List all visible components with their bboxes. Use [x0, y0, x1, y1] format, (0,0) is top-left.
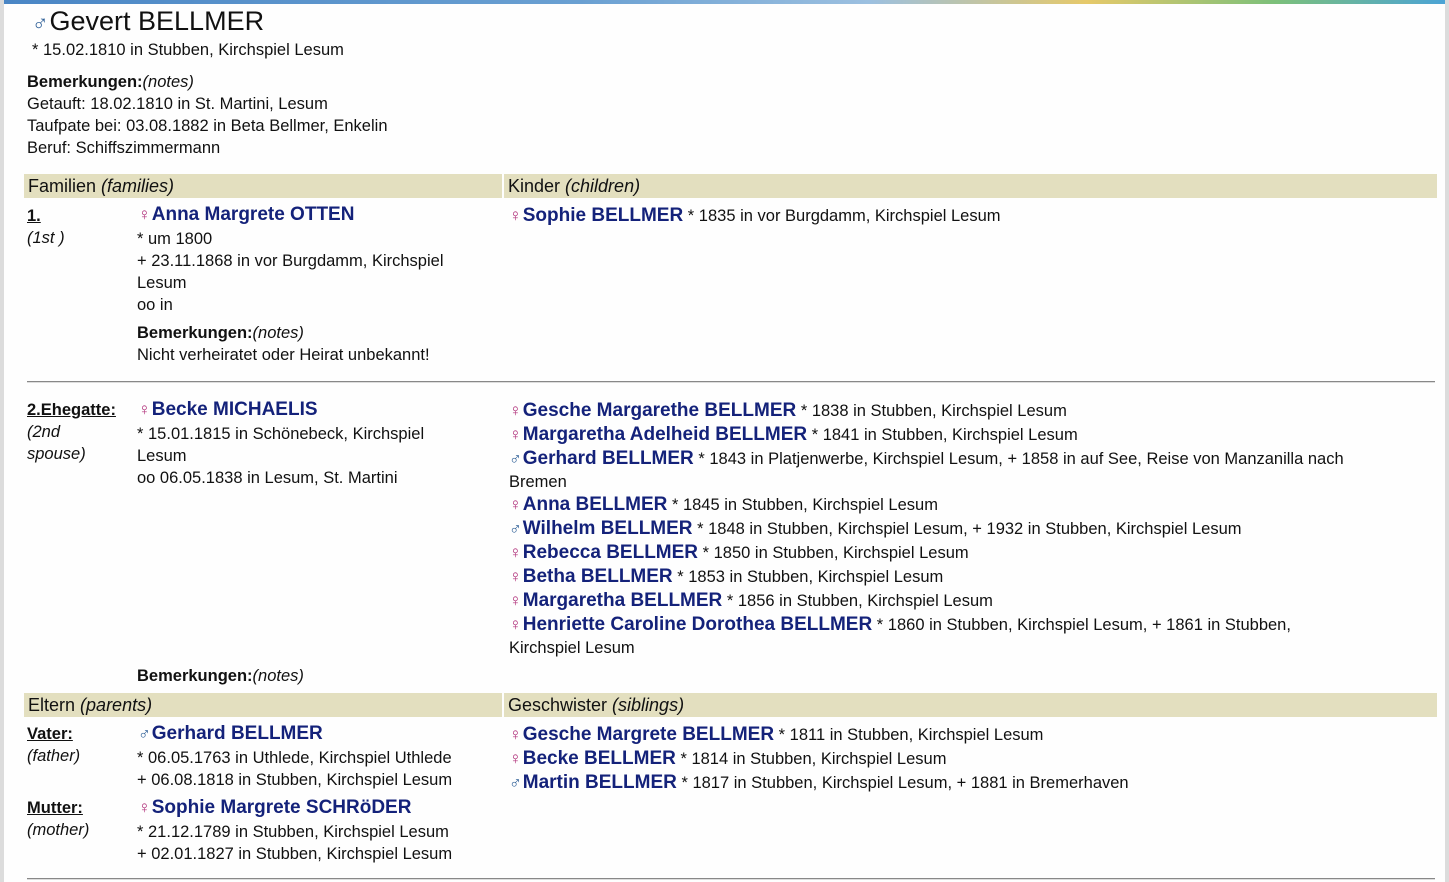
child-name-link[interactable]: Margaretha BELLMER — [522, 590, 723, 611]
child-name-link[interactable]: Sophie BELLMER — [522, 205, 684, 226]
person-note: Beruf: Schiffszimmermann — [27, 139, 221, 157]
family1-notes-heading: Bemerkungen:(notes) — [137, 324, 304, 342]
father-entry[interactable] — [138, 723, 323, 745]
male-icon: ♂ — [138, 724, 151, 743]
father-fact: * 06.05.1763 in Uthlede, Kirchspiel Uthlede — [137, 749, 452, 767]
divider — [27, 878, 1435, 880]
father-role[interactable]: Vater: — [27, 725, 73, 743]
child-entry: ♀Margaretha BELLMER * 1856 in Stubben, Kirchspiel Lesum — [509, 590, 993, 611]
female-icon: ♀ — [509, 615, 522, 634]
parents-header: Eltern (parents) — [24, 693, 502, 717]
child-entry: ♀Margaretha Adelheid BELLMER * 1841 in Stubben, Kirchspiel Lesum — [509, 424, 1078, 445]
male-icon: ♂ — [509, 519, 522, 538]
sibling-entry: ♀Gesche Margrete BELLMER * 1811 in Stubben, Kirchspiel Lesum — [509, 724, 1044, 745]
window-top-edge — [0, 0, 1449, 4]
child-entry: ♀Gesche Margarethe BELLMER * 1838 in Stubben, Kirchspiel Lesum — [509, 400, 1067, 421]
family2-spouse[interactable] — [138, 399, 318, 421]
sibling-name-link[interactable]: Becke BELLMER — [522, 748, 676, 769]
female-icon: ♀ — [509, 725, 522, 744]
child-name-link[interactable]: Margaretha Adelheid BELLMER — [522, 424, 808, 445]
child-name-link[interactable]: Rebecca BELLMER — [522, 542, 699, 563]
male-icon: ♂ — [32, 10, 49, 35]
child-entry: ♀Rebecca BELLMER * 1850 in Stubben, Kirchspiel Lesum — [509, 542, 969, 563]
spouse-fact: oo 06.05.1838 in Lesum, St. Martini — [137, 469, 398, 487]
family2-number-sub: spouse) — [27, 445, 86, 463]
child-entry: ♂Gerhard BELLMER * 1843 in Platjenwerbe, Kirchspiel Lesum, + 1858 in auf See, Reise von Manzanilla nach — [509, 448, 1344, 469]
child-name-link[interactable]: Gesche Margarethe BELLMER — [522, 400, 797, 421]
family1-number-sub: (1st ) — [27, 229, 65, 247]
family2-number[interactable]: 2.Ehegatte: — [27, 401, 116, 419]
person-name: Gevert BELLMER — [49, 6, 265, 36]
child-entry: ♂Wilhelm BELLMER * 1848 in Stubben, Kirchspiel Lesum, + 1932 in Stubben, Kirchspiel Lesum — [509, 518, 1242, 539]
spouse-name-link[interactable]: Anna Margrete OTTEN — [151, 204, 355, 225]
sibling-entry: ♀Becke BELLMER * 1814 in Stubben, Kirchspiel Lesum — [509, 748, 947, 769]
divider — [27, 381, 1435, 383]
person-notes-heading: Bemerkungen:(notes) — [27, 73, 194, 91]
window-left-edge — [0, 0, 4, 882]
child-name-link[interactable]: Wilhelm BELLMER — [522, 518, 693, 539]
female-icon: ♀ — [138, 400, 151, 419]
female-icon: ♀ — [138, 798, 151, 817]
child-info-cont: Bremen — [509, 473, 567, 491]
child-name-link[interactable]: Henriette Caroline Dorothea BELLMER — [522, 614, 873, 635]
female-icon: ♀ — [138, 205, 151, 224]
child-name-link[interactable]: Betha BELLMER — [522, 566, 673, 587]
child-entry: ♀Anna BELLMER * 1845 in Stubben, Kirchspiel Lesum — [509, 494, 938, 515]
father-name-link[interactable]: Gerhard BELLMER — [151, 723, 323, 744]
child-name-link[interactable]: Anna BELLMER — [522, 494, 668, 515]
child-info: * 1835 in vor Burgdamm, Kirchspiel Lesum — [687, 207, 1001, 225]
sibling-name-link[interactable]: Martin BELLMER — [522, 772, 677, 793]
female-icon: ♀ — [509, 543, 522, 562]
female-icon: ♀ — [509, 206, 522, 225]
child-info-cont: Kirchspiel Lesum — [509, 639, 635, 657]
mother-role-sub: (mother) — [27, 821, 90, 839]
female-icon: ♀ — [509, 567, 522, 586]
window-right-edge — [1445, 0, 1449, 882]
person-birth: * 15.02.1810 in Stubben, Kirchspiel Lesum — [32, 41, 344, 59]
family1-notes-text: Nicht verheiratet oder Heirat unbekannt! — [137, 346, 430, 364]
spouse-fact: Lesum — [137, 447, 187, 465]
person-note: Taufpate bei: 03.08.1882 in Beta Bellmer, Enkelin — [27, 117, 388, 135]
families-header: Familien (families) — [24, 174, 502, 198]
child-name-link[interactable]: Gerhard BELLMER — [522, 448, 694, 469]
siblings-header: Geschwister (siblings) — [504, 693, 1437, 717]
female-icon: ♀ — [509, 495, 522, 514]
female-icon: ♀ — [509, 749, 522, 768]
spouse-fact: oo in — [137, 296, 173, 314]
family2-number-sub: (2nd — [27, 423, 61, 441]
father-fact: + 06.08.1818 in Stubben, Kirchspiel Lesum — [137, 771, 453, 789]
mother-fact: * 21.12.1789 in Stubben, Kirchspiel Lesum — [137, 823, 449, 841]
spouse-fact: + 23.11.1868 in vor Burgdamm, Kirchspiel — [137, 252, 444, 270]
child-entry: ♀Betha BELLMER * 1853 in Stubben, Kirchspiel Lesum — [509, 566, 944, 587]
child-entry — [509, 205, 1001, 227]
female-icon: ♀ — [509, 591, 522, 610]
child-entry: ♀Henriette Caroline Dorothea BELLMER * 1860 in Stubben, Kirchspiel Lesum, + 1861 in Stubben, — [509, 614, 1291, 635]
mother-fact: + 02.01.1827 in Stubben, Kirchspiel Lesum — [137, 845, 453, 863]
female-icon: ♀ — [509, 401, 522, 420]
spouse-fact: * 15.01.1815 in Schönebeck, Kirchspiel — [137, 425, 425, 443]
spouse-fact: Lesum — [137, 274, 187, 292]
father-role-sub: (father) — [27, 747, 81, 765]
person-note: Getauft: 18.02.1810 in St. Martini, Lesum — [27, 95, 328, 113]
family2-notes-heading: Bemerkungen:(notes) — [137, 667, 304, 685]
male-icon: ♂ — [509, 449, 522, 468]
female-icon: ♀ — [509, 425, 522, 444]
male-icon: ♂ — [509, 773, 522, 792]
mother-role[interactable]: Mutter: — [27, 799, 83, 817]
sibling-entry: ♂Martin BELLMER * 1817 in Stubben, Kirchspiel Lesum, + 1881 in Bremerhaven — [509, 772, 1129, 793]
mother-name-link[interactable]: Sophie Margrete SCHRöDER — [151, 797, 412, 818]
spouse-name-link[interactable]: Becke MICHAELIS — [151, 399, 318, 420]
sibling-name-link[interactable]: Gesche Margrete BELLMER — [522, 724, 775, 745]
children-header: Kinder (children) — [504, 174, 1437, 198]
mother-entry[interactable] — [138, 797, 411, 819]
family1-number[interactable]: 1. — [27, 207, 41, 225]
page-title — [32, 6, 264, 37]
spouse-fact: * um 1800 — [137, 230, 213, 248]
family1-spouse[interactable] — [138, 204, 354, 226]
